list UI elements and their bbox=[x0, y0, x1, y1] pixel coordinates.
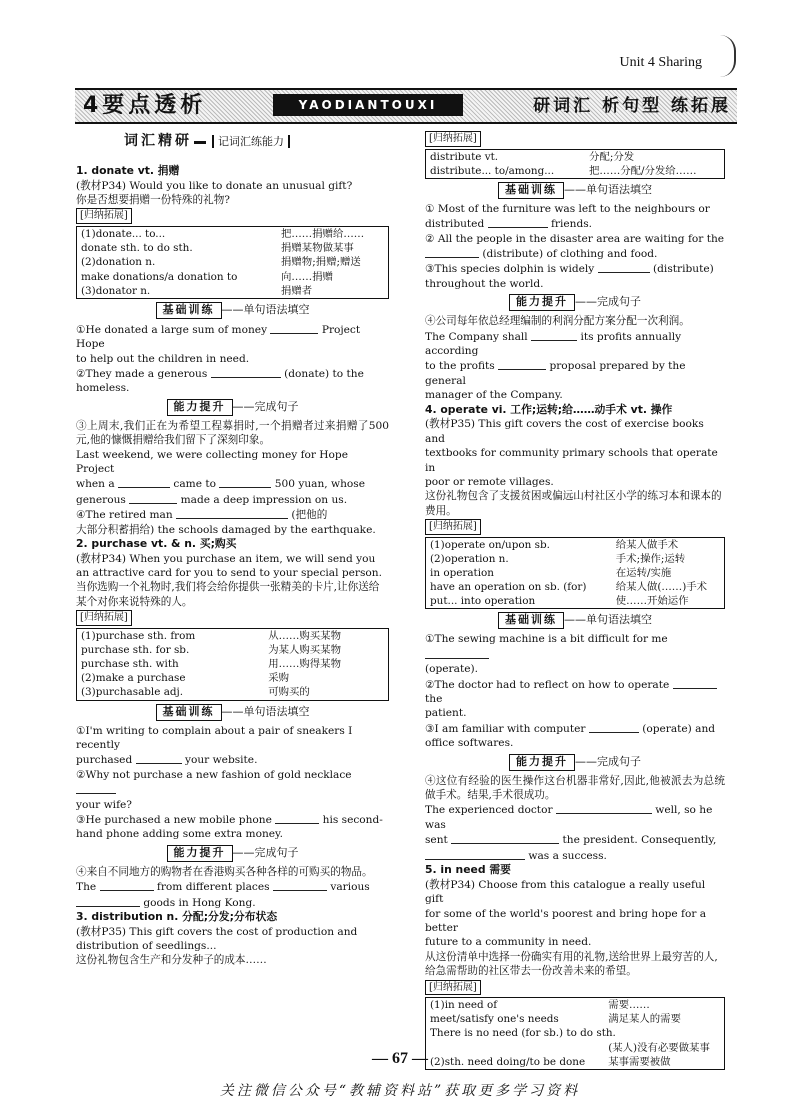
exercise-line: patient. bbox=[425, 707, 467, 720]
table-row: There is no need (for sb.) to do sth. bbox=[430, 1027, 616, 1040]
exercise-line: sent the president. Consequently, bbox=[425, 834, 717, 847]
example-en: (教材P34) Choose from this catalogue a really useful gift bbox=[425, 878, 706, 906]
example-zh: 这份礼物包含了支援贫困或偏远山村社区小学的练习本和课本的费用。 bbox=[425, 490, 722, 517]
exercise-line: ①I'm writing to complain about a pair of sneakers I recently bbox=[76, 724, 353, 751]
exercise-line: ③He purchased a new mobile phone his second- bbox=[76, 813, 383, 826]
running-head bbox=[560, 53, 740, 75]
table-row: (1)operate on/upon sb. 给某人做手术 bbox=[430, 538, 679, 551]
summary-tag: [归纳拓展] bbox=[76, 208, 132, 224]
banner-right: 研词汇 析句型 练拓展 bbox=[533, 96, 731, 116]
example-zh: 这份礼物包含生产和分发种子的成本…… bbox=[76, 954, 267, 967]
page-number: — 67 — bbox=[372, 1050, 428, 1067]
banner-pinyin: YAODIANTOUXI bbox=[273, 94, 463, 116]
ability-label: 能力提升 ——完成句子 bbox=[76, 845, 389, 862]
table-row: donate sth. to do sth. 捐赠某物做某事 bbox=[81, 242, 354, 255]
exercise-line: 大部分积蓄捐给) the schools damaged by the earthquake. bbox=[76, 523, 376, 536]
exercise-line: The experienced doctor well, so he was bbox=[425, 804, 713, 831]
example-zh: 当你选购一个礼物时,我们将会给你提供一张精美的卡片,让你送给某个对你来说特殊的人。 bbox=[76, 581, 380, 608]
summary-tag: [归纳拓展] bbox=[425, 519, 481, 535]
footer-note: 关注微信公众号“教辅资料站”获取更多学习资料 bbox=[219, 1083, 581, 1099]
table-row: purchase sth. for sb. 为某人购买某物 bbox=[81, 644, 341, 656]
exercise-line: homeless. bbox=[76, 382, 130, 395]
exercise-zh: ④公司每年依总经理编制的利润分配方案分配一次利润。 bbox=[425, 315, 690, 328]
table-row: meet/satisfy one's needs 满足某人的需要 bbox=[430, 1013, 681, 1026]
exercise-line: (operate). bbox=[425, 663, 478, 676]
summary-table bbox=[425, 537, 725, 610]
example-en: (教材P35) This gift covers the cost of exercise books and bbox=[425, 418, 704, 445]
table-row: have an operation on sb. (for) 给某人做(……)手术 bbox=[430, 581, 708, 594]
running-head-text: Unit 4 Sharing bbox=[619, 55, 702, 70]
exercise-line: ② All the people in the disaster area are waiting for the bbox=[425, 232, 725, 245]
basic-training-label: 基础训练 ——单句语法填空 bbox=[76, 302, 389, 319]
example-zh: 你是否想要捐赠一份特殊的礼物? bbox=[76, 194, 230, 207]
ability-label: 能力提升 ——完成句子 bbox=[76, 399, 389, 416]
summary-tag: [归纳拓展] bbox=[76, 610, 132, 626]
exercise-line: (distribute) of clothing and food. bbox=[425, 246, 725, 261]
exercise-line: distributed friends. bbox=[425, 218, 593, 231]
exercise-line: ①The sewing machine is a bit difficult for me bbox=[425, 632, 725, 662]
exercise-line: when a came to 500 yuan, whose bbox=[76, 478, 365, 491]
table-row: (2)sth. need doing/to be done 某事需要被做 bbox=[430, 1055, 671, 1068]
example-en: (教材P34) Would you like to donate an unusual gift? bbox=[76, 179, 353, 192]
table-row: distribute vt. 分配;分发 bbox=[430, 150, 635, 163]
table-row: (2)donation n. 捐赠物;捐赠;赠送 bbox=[81, 256, 361, 269]
table-row: (某人)没有必要做某事 bbox=[608, 1041, 710, 1054]
exercise-line: hand phone adding some extra money. bbox=[76, 828, 283, 841]
table-row: put... into operation 使……开始运作 bbox=[430, 595, 689, 608]
example-en: an attractive card for you to send to your special person. bbox=[76, 567, 382, 580]
left-column bbox=[76, 130, 389, 968]
table-row: (1)donate... to... 把……捐赠给…… bbox=[81, 228, 365, 241]
summary-tag: [归纳拓展] bbox=[425, 980, 481, 996]
exercise-line: Last weekend, we were collecting money for Hope Project bbox=[76, 448, 348, 475]
exercise-line: was a success. bbox=[425, 848, 725, 863]
exercise-line: goods in Hong Kong. bbox=[76, 895, 389, 910]
exercise-line: throughout the world. bbox=[425, 277, 544, 290]
table-row: (2)make a purchase 采购 bbox=[81, 672, 290, 685]
basic-training-label: 基础训练 ——单句语法填空 bbox=[425, 182, 725, 199]
table-row: (1)purchase sth. from 从……购买某物 bbox=[81, 629, 341, 642]
section-banner bbox=[75, 88, 737, 124]
exercise-line: ①He donated a large sum of money Project Hope bbox=[76, 323, 361, 351]
table-row: (3)purchasable adj. 可购买的 bbox=[81, 686, 310, 699]
entry-heading: 1. donate vt. 捐赠 bbox=[76, 164, 180, 177]
exercise-line: ① Most of the furniture was left to the neighbours or bbox=[425, 202, 710, 215]
entry-heading: 2. purchase vt. & n. 买;购买 bbox=[76, 536, 237, 550]
basic-training-label: 基础训练 ——单句语法填空 bbox=[425, 612, 725, 629]
summary-tag: [归纳拓展] bbox=[425, 131, 481, 147]
exercise-line: manager of the Company. bbox=[425, 389, 563, 402]
exercise-line: office softwares. bbox=[425, 737, 514, 750]
basic-training-label: 基础训练 ——单句语法填空 bbox=[76, 704, 389, 721]
summary-table bbox=[425, 149, 725, 179]
exercise-line: ③This species dolphin is widely (distribute) bbox=[425, 263, 714, 276]
section-heading bbox=[124, 132, 389, 158]
table-row: (2)operation n. 手术;操作;运转 bbox=[430, 552, 686, 565]
table-row: make donations/a donation to 向……捐赠 bbox=[81, 270, 333, 283]
table-row: in operation 在运转/实施 bbox=[430, 567, 672, 580]
example-en: poor or remote villages. bbox=[425, 475, 554, 488]
right-column bbox=[425, 130, 725, 1072]
example-en: (教材P35) This gift covers the cost of production and bbox=[76, 925, 358, 938]
exercise-line: ②Why not purchase a new fashion of gold necklace bbox=[76, 768, 389, 798]
exercise-line: ②They made a generous (donate) to the bbox=[76, 367, 364, 380]
entry-heading: 4. operate vi. 工作;运转;给……动手术 vt. 操作 bbox=[425, 402, 673, 416]
table-row: (1)in need of 需要…… bbox=[430, 999, 650, 1012]
example-en: future to a community in need. bbox=[425, 936, 592, 949]
example-en: textbooks for community primary schools that operate in bbox=[425, 447, 718, 474]
exercise-line: ④The retired man (把他的 bbox=[76, 509, 328, 522]
exercise-zh: ④这位有经验的医生操作这台机器非常好,因此,他被派去为总统做手术。结果,手术很成功。 bbox=[425, 774, 725, 802]
table-row: distribute... to/among... 把……分配/分发给…… bbox=[430, 164, 697, 177]
exercise-zh: ④来自不同地方的购物者在香港购买各种各样的可购买的物品。 bbox=[76, 865, 373, 878]
exercise-line: The from different places various bbox=[76, 881, 370, 894]
ability-label: 能力提升 ——完成句子 bbox=[425, 294, 725, 311]
summary-table bbox=[76, 226, 389, 299]
section-title: 词汇精研 bbox=[124, 133, 192, 149]
exercise-line: purchased your website. bbox=[76, 754, 258, 767]
exercise-line: your wife? bbox=[76, 798, 132, 811]
page-curl-decoration bbox=[720, 35, 736, 77]
example-en: (教材P34) When you purchase an item, we will send you bbox=[76, 552, 376, 565]
exercise-line: ②The doctor had to reflect on how to operate the bbox=[425, 677, 725, 707]
ability-label: 能力提升 ——完成句子 bbox=[425, 754, 725, 771]
banner-title: 4要点透析 bbox=[83, 93, 207, 118]
example-zh: 从这份清单中选择一份确实有用的礼物,送给世界上最穷苦的人,给急需帮助的社区带去一份改善未来的希望。 bbox=[425, 950, 718, 978]
exercise-line: to help out the children in need. bbox=[76, 352, 250, 365]
table-row: (3)donator n. 捐赠者 bbox=[81, 284, 313, 297]
example-en: distribution of seedlings... bbox=[76, 940, 217, 953]
exercise-line: to the profits proposal prepared by the general bbox=[425, 360, 686, 387]
summary-table bbox=[76, 628, 389, 701]
entry-heading: 5. in need 需要 bbox=[425, 863, 511, 877]
table-row: purchase sth. with 用……购得某物 bbox=[81, 658, 341, 671]
exercise-zh: ③上周末,我们正在为希望工程募捐时,一个捐赠者过来捐赠了500元,他的慷慨捐赠给我们留下了深刻印象。 bbox=[76, 419, 389, 447]
example-en: for some of the world's poorest and bring hope for a better bbox=[425, 907, 707, 934]
exercise-line: ③I am familiar with computer (operate) and bbox=[425, 722, 716, 735]
exercise-line: The Company shall its profits annually according bbox=[425, 330, 682, 358]
section-subtitle: 记词汇练能力 bbox=[212, 135, 290, 148]
exercise-line: generous made a deep impression on us. bbox=[76, 493, 348, 506]
entry-heading: 3. distribution n. 分配;分发;分布状态 bbox=[76, 909, 278, 923]
